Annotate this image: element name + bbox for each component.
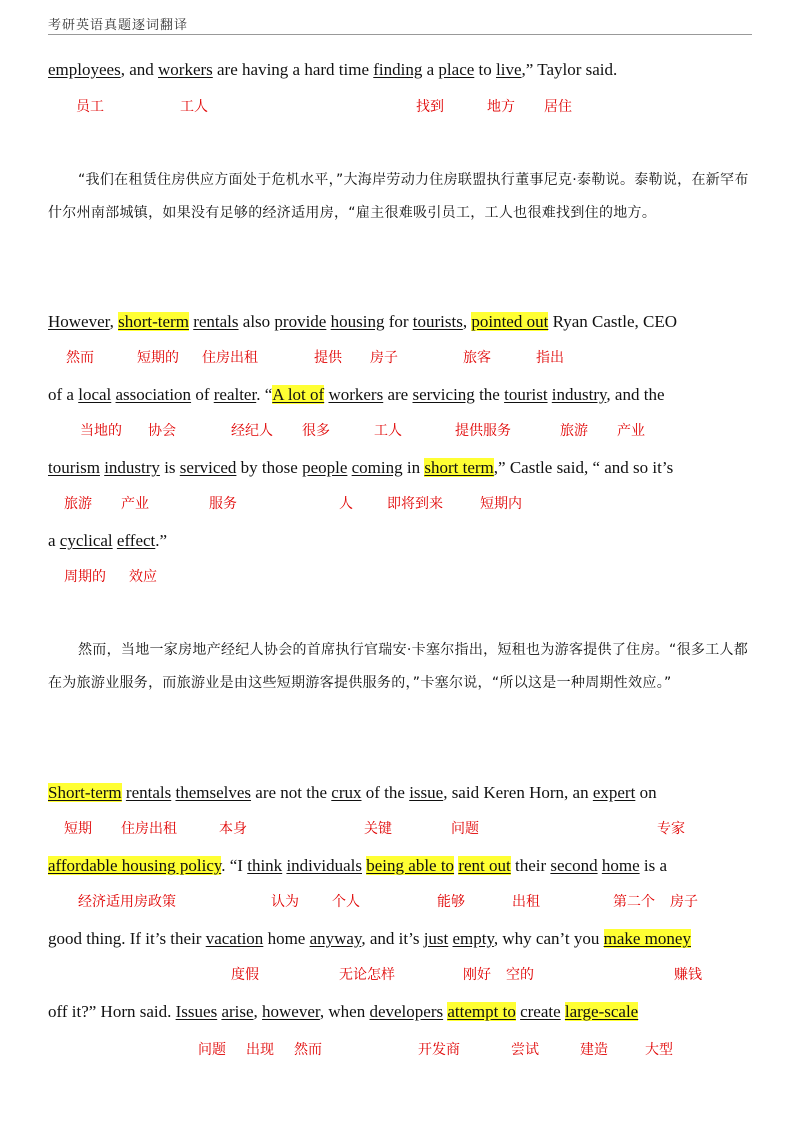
vocab-word: realter bbox=[213, 385, 257, 404]
highlighted-phrase: short term bbox=[424, 458, 494, 477]
gloss-word: 然而 bbox=[66, 350, 94, 366]
gloss-word: 出租 bbox=[512, 894, 540, 910]
plain-text: of a bbox=[48, 385, 79, 404]
plain-text: of the bbox=[361, 783, 410, 802]
chinese-translation-paragraph: 然而，当地一家房地产经纪人协会的首席执行官瑞安·卡塞尔指出，短租也为游客提供了住房。“很多工人都在为旅游业服务，而旅游业是由这些短期游客提供服务的，”卡塞尔说，“所以这是一种周期性效应。” bbox=[48, 642, 749, 691]
plain-text: , bbox=[462, 312, 472, 331]
gloss-word: 开发商 bbox=[418, 1042, 460, 1058]
plain-text: are bbox=[383, 385, 413, 404]
vocab-word: effect bbox=[116, 531, 156, 550]
vocab-word: expert bbox=[592, 783, 636, 802]
vocab-word: rentals bbox=[125, 783, 172, 802]
gloss-word: 出现 bbox=[246, 1042, 274, 1058]
vocab-word: However bbox=[48, 312, 110, 331]
plain-text: in bbox=[402, 458, 425, 477]
gloss-word: 人 bbox=[339, 496, 353, 512]
highlighted-phrase: affordable housing policy bbox=[48, 856, 222, 875]
vocab-word: themselves bbox=[175, 783, 252, 802]
plain-text: , why can’t you bbox=[493, 929, 604, 948]
header-title: 考研英语真题逐词翻译 bbox=[48, 18, 189, 33]
vocab-word: association bbox=[115, 385, 192, 404]
gloss-word: 尝试 bbox=[511, 1042, 539, 1058]
gloss-word: 协会 bbox=[148, 423, 176, 439]
vocab-word: individuals bbox=[286, 856, 362, 875]
gloss-word: 住房出租 bbox=[202, 350, 258, 366]
vocab-word: issue bbox=[409, 783, 444, 802]
plain-text: . “I bbox=[221, 856, 248, 875]
highlighted-phrase: A lot of bbox=[272, 385, 325, 404]
vocab-word: local bbox=[78, 385, 112, 404]
highlighted-phrase: attempt to bbox=[447, 1002, 516, 1021]
gloss-word: 关键 bbox=[364, 821, 392, 837]
highlighted-phrase: rent out bbox=[458, 856, 511, 875]
gloss-word: 指出 bbox=[536, 350, 564, 366]
gloss-word: 产业 bbox=[617, 423, 645, 439]
gloss-word: 认为 bbox=[271, 894, 299, 910]
vocab-word: think bbox=[247, 856, 283, 875]
vocab-word: cyclical bbox=[59, 531, 113, 550]
gloss-word: 个人 bbox=[332, 894, 360, 910]
vocab-word: tourism bbox=[48, 458, 100, 477]
vocab-word: anyway bbox=[309, 929, 362, 948]
vocab-word: arise bbox=[221, 1002, 254, 1021]
gloss-word: 很多 bbox=[302, 423, 330, 439]
plain-text: on bbox=[635, 783, 657, 802]
gloss-word: 产业 bbox=[121, 496, 149, 512]
gloss-word: 然而 bbox=[294, 1042, 322, 1058]
plain-text: also bbox=[238, 312, 275, 331]
vocab-word: empty bbox=[452, 929, 494, 948]
gloss-word: 旅游 bbox=[64, 496, 92, 512]
vocab-word: provide bbox=[274, 312, 327, 331]
plain-text: , and bbox=[120, 60, 158, 79]
plain-text: to bbox=[474, 60, 497, 79]
plain-text: ,” Castle said, “ and so it’s bbox=[493, 458, 674, 477]
vocab-word: Issues bbox=[175, 1002, 218, 1021]
highlighted-phrase: make money bbox=[603, 929, 691, 948]
vocab-word: tourists bbox=[412, 312, 463, 331]
gloss-word: 专家 bbox=[657, 821, 685, 837]
gloss-word: 第二个 bbox=[613, 894, 655, 910]
vocab-word: just bbox=[423, 929, 449, 948]
english-line bbox=[48, 1000, 638, 1024]
gloss-word: 问题 bbox=[451, 821, 479, 837]
plain-text: are not the bbox=[251, 783, 332, 802]
gloss-word: 旅游 bbox=[560, 423, 588, 439]
english-line bbox=[48, 781, 657, 805]
english-line bbox=[48, 854, 667, 878]
vocab-word: serviced bbox=[179, 458, 237, 477]
plain-text: , bbox=[109, 312, 119, 331]
gloss-word: 能够 bbox=[437, 894, 465, 910]
gloss-word: 工人 bbox=[180, 99, 208, 115]
plain-text: , bbox=[253, 1002, 263, 1021]
gloss-word: 建造 bbox=[580, 1042, 608, 1058]
gloss-word: 房子 bbox=[370, 350, 398, 366]
plain-text: are having a hard time bbox=[212, 60, 374, 79]
plain-text: , and the bbox=[606, 385, 665, 404]
plain-text: off it?” Horn said. bbox=[48, 1002, 176, 1021]
vocab-word: workers bbox=[158, 60, 213, 79]
gloss-word: 经济适用房政策 bbox=[78, 894, 176, 910]
gloss-word: 赚钱 bbox=[674, 967, 702, 983]
english-line bbox=[48, 927, 691, 951]
gloss-word: 当地的 bbox=[80, 423, 122, 439]
vocab-word: housing bbox=[330, 312, 385, 331]
gloss-word: 员工 bbox=[76, 99, 104, 115]
vocab-word: second bbox=[550, 856, 598, 875]
plain-text: a bbox=[48, 531, 60, 550]
gloss-word: 即将到来 bbox=[387, 496, 443, 512]
plain-text: . “ bbox=[256, 385, 273, 404]
gloss-word: 空的 bbox=[506, 967, 534, 983]
vocab-word: vacation bbox=[205, 929, 264, 948]
header-divider bbox=[48, 34, 752, 35]
gloss-word: 服务 bbox=[209, 496, 237, 512]
plain-text: Ryan Castle, CEO bbox=[548, 312, 678, 331]
vocab-word: place bbox=[438, 60, 475, 79]
gloss-word: 地方 bbox=[487, 99, 515, 115]
vocab-word: workers bbox=[328, 385, 384, 404]
highlighted-phrase: Short-term bbox=[48, 783, 122, 802]
plain-text: a bbox=[422, 60, 439, 79]
plain-text: is a bbox=[639, 856, 668, 875]
gloss-word: 短期的 bbox=[137, 350, 179, 366]
gloss-word: 经纪人 bbox=[231, 423, 273, 439]
plain-text: of bbox=[191, 385, 214, 404]
plain-text: home bbox=[263, 929, 310, 948]
gloss-word: 房子 bbox=[670, 894, 698, 910]
gloss-word: 提供 bbox=[314, 350, 342, 366]
vocab-word: employees bbox=[48, 60, 121, 79]
vocab-word: create bbox=[520, 1002, 561, 1021]
vocab-word: rentals bbox=[193, 312, 239, 331]
gloss-word: 居住 bbox=[544, 99, 572, 115]
plain-text: the bbox=[474, 385, 505, 404]
vocab-word: tourist bbox=[504, 385, 548, 404]
english-line bbox=[48, 456, 673, 480]
english-line bbox=[48, 529, 167, 553]
plain-text: good thing. If it’s their bbox=[48, 929, 206, 948]
gloss-word: 大型 bbox=[645, 1042, 673, 1058]
plain-text: is bbox=[159, 458, 180, 477]
plain-text: .” bbox=[155, 531, 168, 550]
plain-text: their bbox=[510, 856, 551, 875]
gloss-word: 短期内 bbox=[480, 496, 522, 512]
vocab-word: home bbox=[601, 856, 640, 875]
vocab-word: people bbox=[302, 458, 348, 477]
highlighted-phrase: being able to bbox=[366, 856, 455, 875]
gloss-word: 问题 bbox=[198, 1042, 226, 1058]
highlighted-phrase: short-term bbox=[118, 312, 189, 331]
gloss-word: 旅客 bbox=[463, 350, 491, 366]
vocab-word: however bbox=[262, 1002, 320, 1021]
gloss-word: 无论怎样 bbox=[339, 967, 395, 983]
gloss-word: 度假 bbox=[231, 967, 259, 983]
vocab-word: finding bbox=[373, 60, 423, 79]
plain-text: , when bbox=[319, 1002, 370, 1021]
plain-text: ,” Taylor said. bbox=[521, 60, 618, 79]
gloss-word: 效应 bbox=[129, 569, 157, 585]
plain-text: , said Keren Horn, an bbox=[443, 783, 593, 802]
highlighted-phrase: pointed out bbox=[471, 312, 549, 331]
vocab-word: servicing bbox=[412, 385, 475, 404]
gloss-word: 住房出租 bbox=[121, 821, 177, 837]
gloss-word: 短期 bbox=[64, 821, 92, 837]
plain-text: for bbox=[384, 312, 413, 331]
english-line bbox=[48, 383, 665, 407]
gloss-word: 刚好 bbox=[463, 967, 491, 983]
gloss-word: 找到 bbox=[416, 99, 444, 115]
gloss-word: 本身 bbox=[219, 821, 247, 837]
vocab-word: crux bbox=[331, 783, 362, 802]
highlighted-phrase: large-scale bbox=[564, 1002, 639, 1021]
english-line bbox=[48, 58, 617, 82]
vocab-word: industry bbox=[104, 458, 160, 477]
vocab-word: developers bbox=[369, 1002, 444, 1021]
chinese-translation-paragraph: “我们在租赁住房供应方面处于危机水平，”大海岸劳动力住房联盟执行董事尼克·泰勒说。泰勒说，在新罕布什尔州南部城镇，如果没有足够的经济适用房，“雇主很难吸引员工，工人也很难找到住的地方。 bbox=[48, 172, 749, 221]
english-line bbox=[48, 310, 677, 334]
plain-text: by those bbox=[236, 458, 303, 477]
vocab-word: coming bbox=[351, 458, 403, 477]
gloss-word: 周期的 bbox=[64, 569, 106, 585]
plain-text: , and it’s bbox=[361, 929, 424, 948]
vocab-word: live bbox=[496, 60, 522, 79]
gloss-word: 提供服务 bbox=[455, 423, 511, 439]
gloss-word: 工人 bbox=[374, 423, 402, 439]
vocab-word: industry bbox=[551, 385, 607, 404]
